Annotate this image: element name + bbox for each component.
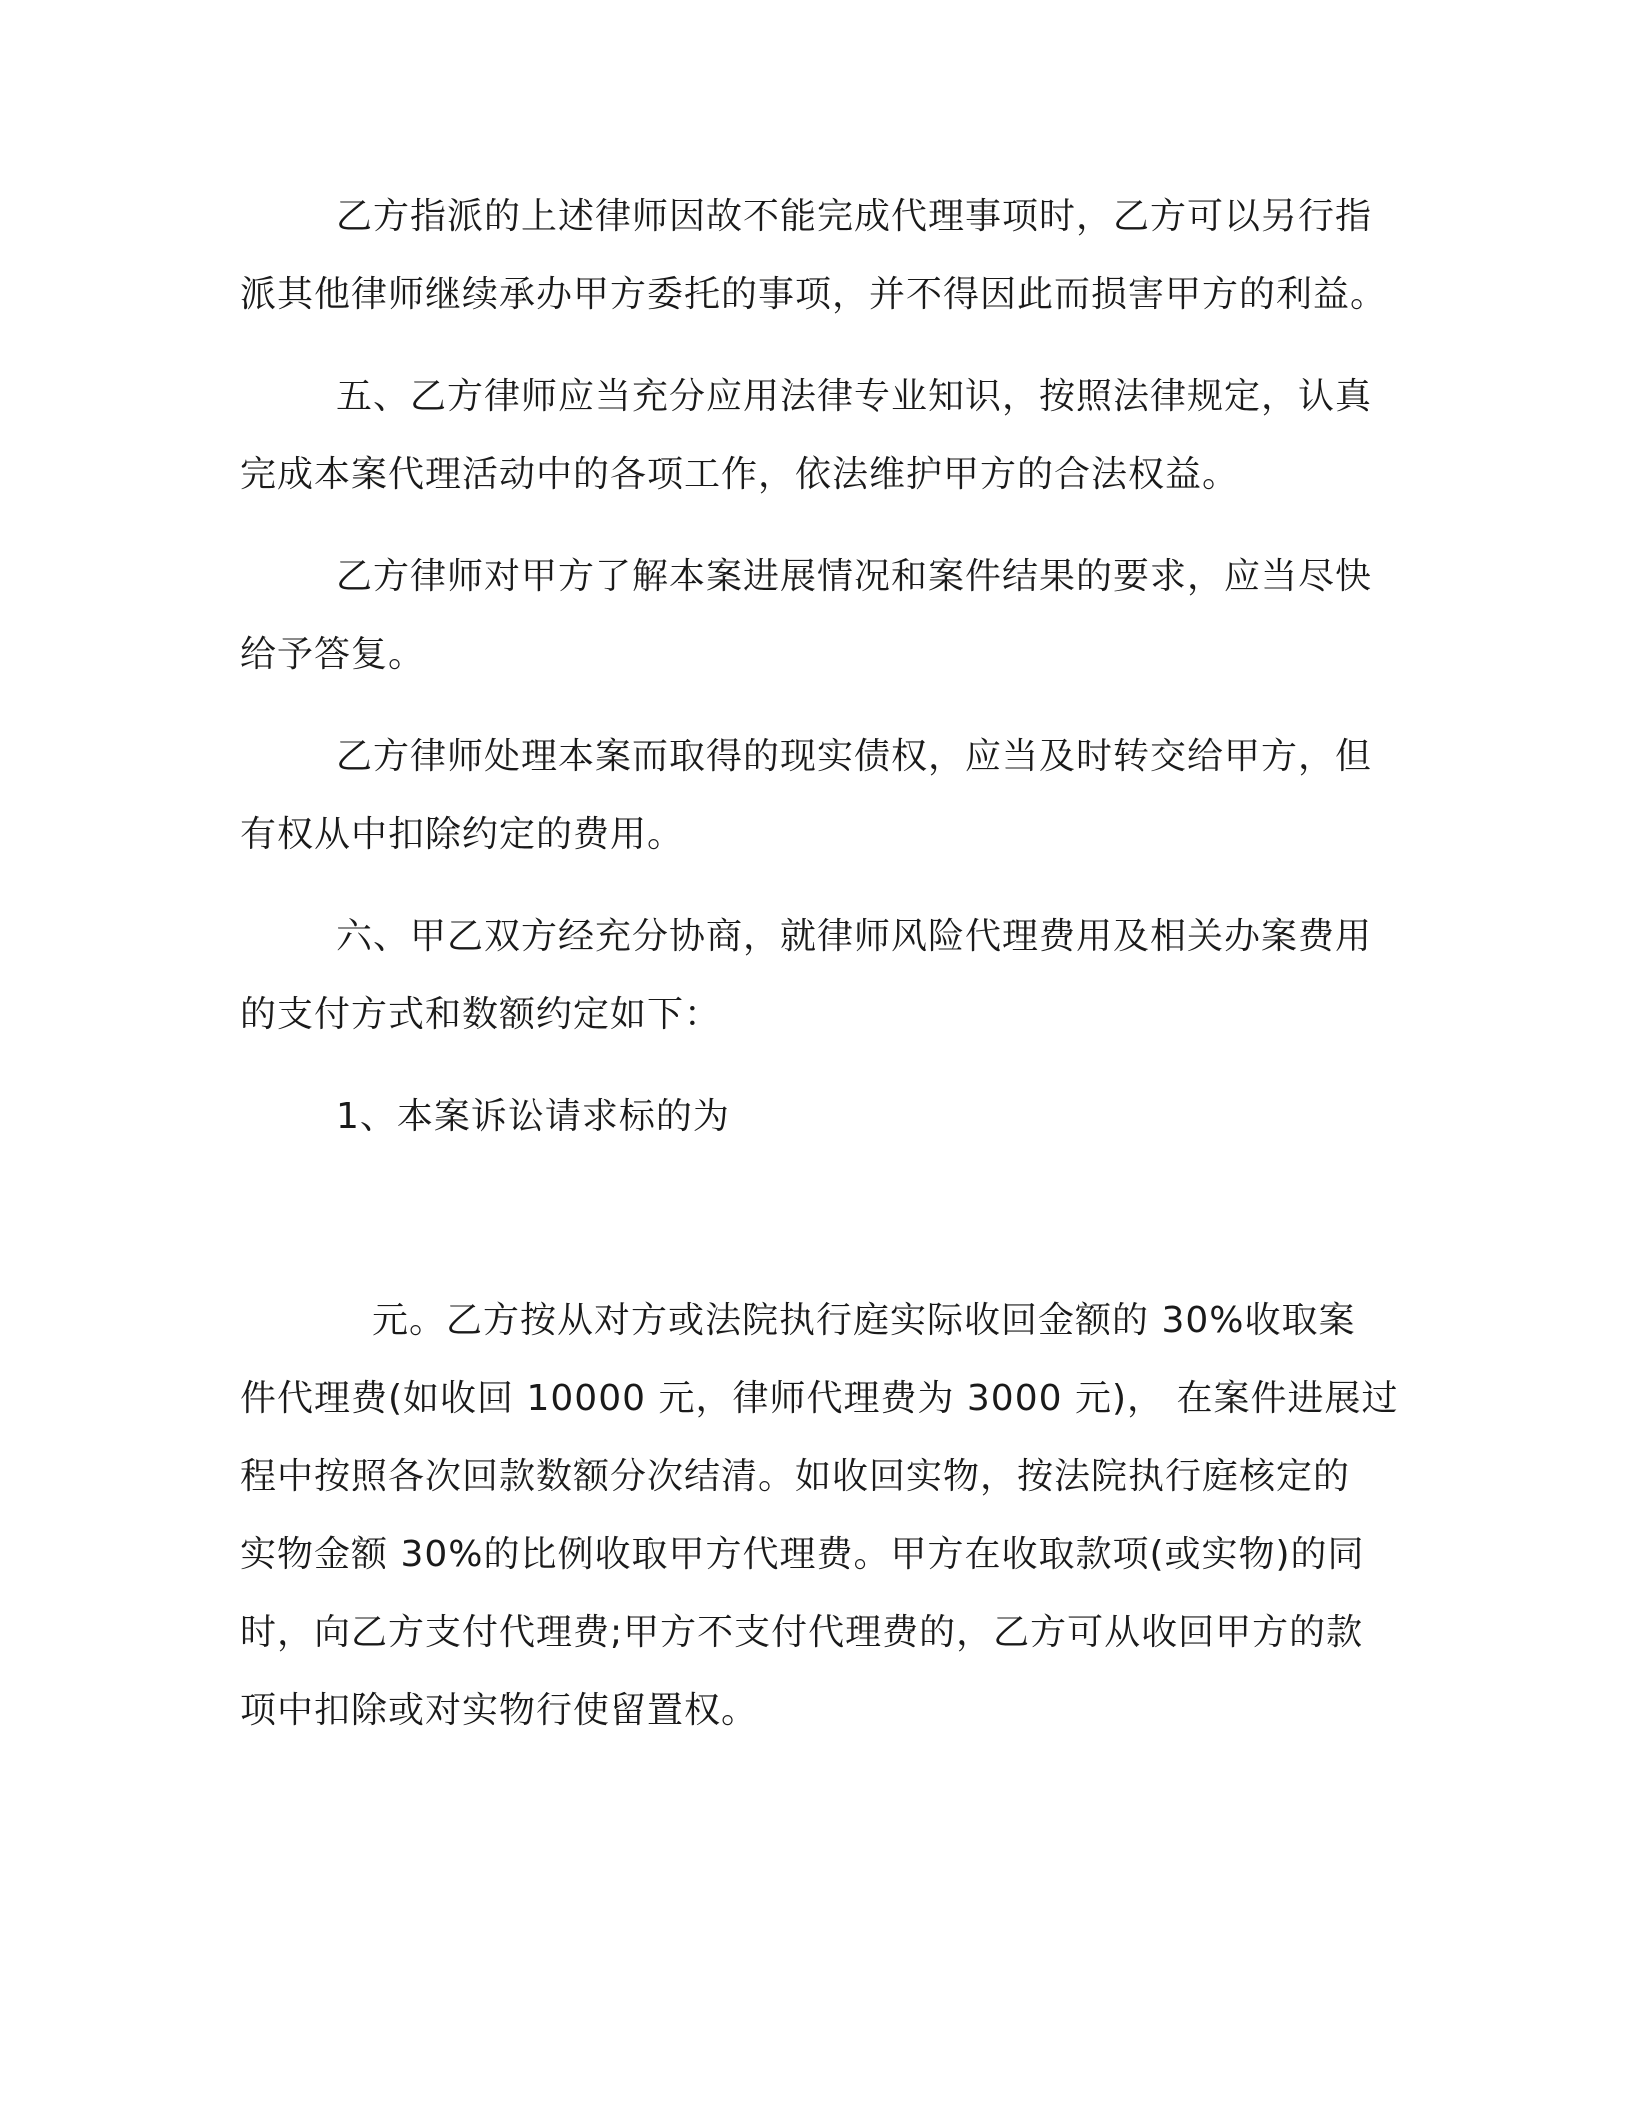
paragraph-line: 的支付方式和数额约定如下：	[240, 994, 722, 1035]
paragraph-line: 件代理费(如收回 10000 元，律师代理费为 3000 元)， 在案件进展过	[240, 1378, 1399, 1419]
paragraph-progress-reply	[240, 538, 1390, 694]
paragraph-line: 派其他律师继续承办甲方委托的事项，并不得因此而损害甲方的利益。	[240, 274, 1388, 315]
paragraph-line: 元。乙方按从对方或法院执行庭实际收回金额的 30%收取案	[372, 1300, 1356, 1341]
paragraph-lawyer-substitution	[240, 178, 1390, 334]
paragraph-line: 1、本案诉讼请求标的为	[336, 1096, 730, 1137]
paragraph-line: 项中扣除或对实物行使留置权。	[240, 1690, 759, 1731]
paragraph-fee-terms	[240, 1282, 1399, 1750]
paragraph-line: 实物金额 30%的比例收取甲方代理费。甲方在收取款项(或实物)的同	[240, 1534, 1365, 1575]
paragraph-item-one	[240, 1078, 1390, 1156]
paragraph-line: 时，向乙方支付代理费;甲方不支付代理费的，乙方可从收回甲方的款	[240, 1612, 1364, 1653]
paragraph-claims-transfer	[240, 718, 1390, 874]
paragraph-clause-six	[240, 898, 1390, 1054]
paragraph-line: 乙方律师处理本案而取得的现实债权，应当及时转交给甲方，但	[336, 736, 1373, 777]
paragraph-line: 完成本案代理活动中的各项工作，依法维护甲方的合法权益。	[240, 454, 1240, 495]
paragraph-clause-five	[240, 358, 1390, 514]
paragraph-line: 乙方指派的上述律师因故不能完成代理事项时，乙方可以另行指	[336, 196, 1373, 237]
paragraph-line: 六、甲乙双方经充分协商，就律师风险代理费用及相关办案费用	[336, 916, 1373, 957]
paragraph-line: 五、乙方律师应当充分应用法律专业知识，按照法律规定，认真	[336, 376, 1373, 417]
paragraph-line: 有权从中扣除约定的费用。	[240, 814, 685, 855]
paragraph-line: 乙方律师对甲方了解本案进展情况和案件结果的要求，应当尽快	[336, 556, 1373, 597]
paragraph-line: 给予答复。	[240, 634, 426, 675]
paragraph-line: 程中按照各次回款数额分次结清。如收回实物，按法院执行庭核定的	[240, 1456, 1351, 1497]
